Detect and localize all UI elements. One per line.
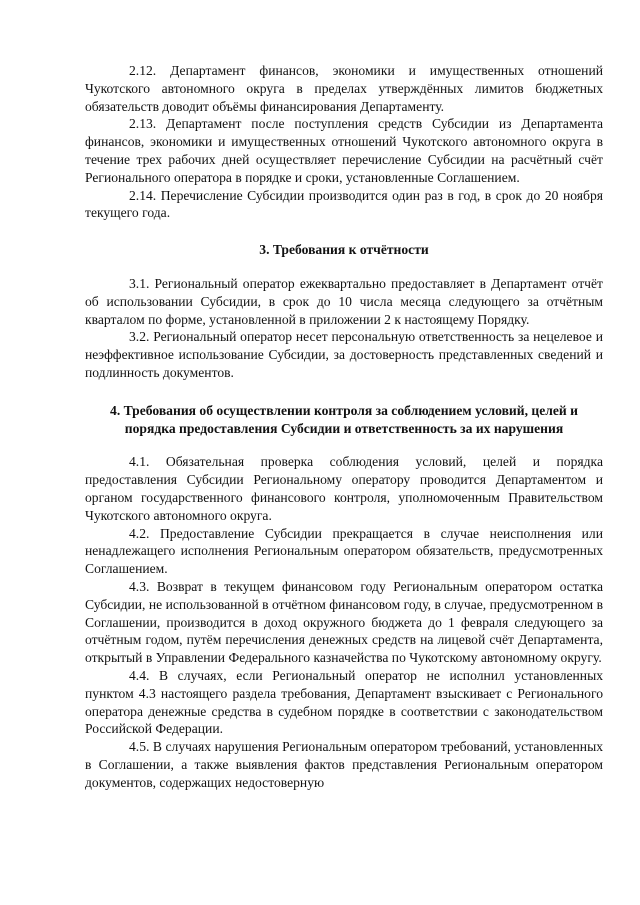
paragraph-2-12: 2.12. Департамент финансов, экономики и имущественных отношений Чукотского автономного округа в пределах утверждённых лимитов бюджетных обязательств доводит объёмы финансирования Департаменту. <box>85 63 603 114</box>
paragraph-4-2: 4.2. Предоставление Субсидии прекращается в случае неисполнения или ненадлежащего исполнения Региональным оператором обязательств, предусмотренных Соглашением. <box>85 525 603 577</box>
paragraph-4-4: 4.4. В случаях, если Региональный оператор не исполнил установленных пунктом 4.3 настоящего раздела требования, Департамент взыскивает с Регионального оператора денежные средства в судебном порядке в соответствии с законодательством Российской Федерации. <box>85 667 603 737</box>
paragraph-3-2: 3.2. Региональный оператор несет персональную ответственность за нецелевое и неэффективное использование Субсидии, за достоверность представленных сведений и подлинность документов. <box>85 329 603 380</box>
paragraph-2-14: 2.14. Перечисление Субсидии производится один раз в год, в срок до 20 ноября текущего года. <box>85 187 603 221</box>
paragraph-2-13: 2.13. Департамент после поступления средств Субсидии из Департамента финансов, экономики и имущественных отношений Чукотского автономного округа в течение трех рабочих дней осуществляет перечисление Субсидии на расчётный счёт Регионального оператора в порядке и сроки, установленные Соглашением. <box>85 116 603 185</box>
document-page <box>85 62 603 791</box>
section-4-heading: 4. Требования об осуществлении контроля за соблюдением условий, целей и порядка предоставления Субсидии и ответственность за их нарушения <box>110 402 578 436</box>
paragraph-4-5: 4.5. В случаях нарушения Региональным оператором требований, установленных в Соглашении, а также выявления фактов представления Региональным оператором документов, содержащих недостоверную <box>85 739 603 790</box>
paragraph-4-3: 4.3. Возврат в текущем финансовом году Региональным оператором остатка Субсидии, не использованной в отчётном финансовом году, в случае, предусмотренном в Соглашении, производится в доход окружного бюджета до 1 февраля следующего за отчётным годом, путём перечисления денежных средств на лицевой счёт Департамента, открытый в Управлении Федерального казначейства по Чукотскому автономному округу. <box>85 578 603 666</box>
paragraph-4-1: 4.1. Обязательная проверка соблюдения условий, целей и порядка предоставления Субсидии Региональному оператору проводится Департаментом и органом государственного финансового контроля, уполномоченным Правительством Чукотского автономного округа. <box>85 454 603 523</box>
section-3-heading: 3. Требования к отчётности <box>259 242 429 258</box>
paragraph-3-1: 3.1. Региональный оператор ежеквартально предоставляет в Департамент отчёт об использовании Субсидии, в срок до 10 числа месяца следующего за отчётным кварталом по форме, установленной в приложении 2 к настоящему Порядку. <box>85 275 603 327</box>
